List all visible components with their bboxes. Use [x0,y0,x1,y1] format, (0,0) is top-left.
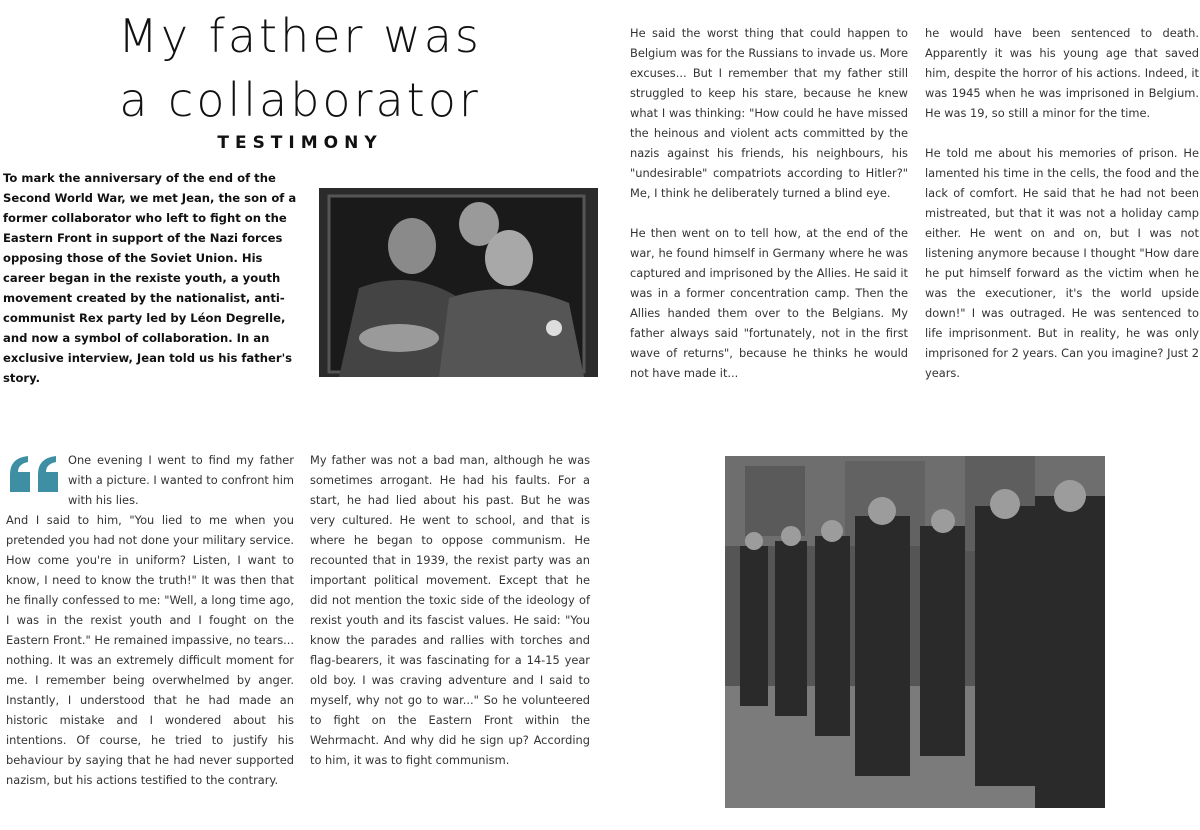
column-3-opening: One evening I went to find my father with a picture. I wanted to confront him with his lies. [68,453,294,507]
photo-parade-placeholder [725,456,1105,808]
article-title [60,4,540,132]
column-1-paragraph-2: He then went on to tell how, at the end of the war, he found himself in Germany where he was captured and imprisoned by the Allies. He said it was in a former concentration camp. Then the Allies handed them over to the Belgians. My father always said "fortunately, not in the first wave of returns", because he thinks he would not have made it... [630,226,908,380]
column-4-paragraph-1: My father was not a bad man, although he was sometimes arrogant. He had his faults. For a start, he had lied about his past. But he was very cultured. He went to school, and that is where he began to oppose communism. He recounted that in 1939, the rexist party was an important political movement. Except that he did not mention the toxic side of the ideology of rexist youth and its fascist values. He said: "You know the parades and rallies with torches and flag-bearers, it was fascinating for a 14-15 year old boy. I was craving adventure and I said to myself, why not go to war..." So he volunteered to fight on the Eastern Front within the Wehrmacht. And why did he sign up? According to him, it was to fight communism. [310,453,590,767]
photo-soldiers-placeholder [319,188,598,377]
article-column-1 [630,23,908,383]
column-2-paragraph-1: he would have been sentenced to death. Apparently it was his young age that saved him, despite the horror of his actions. Indeed, it was 1945 when he was imprisoned in Belgium. He was 19, so still a minor for the time. [925,26,1199,120]
article-column-3 [6,450,294,790]
photo-rexist-youth-parade [725,456,1105,808]
title-line-2: a collaborator [119,73,481,127]
photo-soldiers-in-train-window [319,188,598,377]
title-line-1: My father was [118,9,482,63]
quote-mark-icon [6,452,64,496]
column-3-paragraph-2: And I said to him, "You lied to me when you pretended you had not done your military service. How come you're in uniform? Listen, I want to know, I need to know the truth!" It was then that he finally confessed to me: "Well, a long time ago, I was in the rexist youth and I fought on the Eastern Front." He remained impassive, no tears... nothing. It was an extremely difficult moment for me. I remember being overwhelmed by anger. Instantly, I understood that he had made an historic mistake and I wondered about his intentions. Of course, he tried to justify his behaviour by saying that he had never supported nazism, but his actions testified to the contrary. [6,513,294,787]
column-2-paragraph-2: He told me about his memories of prison. He lamented his time in the cells, the food and the lack of comfort. He said that he had not been mistreated, but that it was not a holiday camp either. He went on and on, but I was not listening anymore because I thought "How dare he put himself forward as the victim when he was the executioner, it's the world upside down!" I was outraged. He was sentenced to life imprisonment. But in reality, he was only imprisoned for 2 years. Can you imagine? Just 2 years. [925,146,1199,380]
column-1-paragraph-1: He said the worst thing that could happen to Belgium was for the Russians to invade us. More excuses... But I remember that my father still struggled to keep his stare, because he knew what I was thinking: "How could he have missed the heinous and violent acts committed by the nazis against his friends, his neighbours, his "undesirable" compatriots according to Hitler?" Me, I think he deliberately turned a blind eye. [630,26,908,200]
article-column-4 [310,450,590,770]
article-column-2 [925,23,1199,383]
section-kicker: TESTIMONY [217,133,383,153]
intro-paragraph: To mark the anniversary of the end of the Second World War, we met Jean, the son of a former collaborator who left to fight on the Eastern Front in support of the Nazi forces opposing those of the Soviet Union. His career began in the rexiste youth, a youth movement created by the nationalist, anti-communist Rex party led by Léon Degrelle, and now a symbol of collaboration. In an exclusive interview, Jean told us his father's story. [3,171,297,385]
